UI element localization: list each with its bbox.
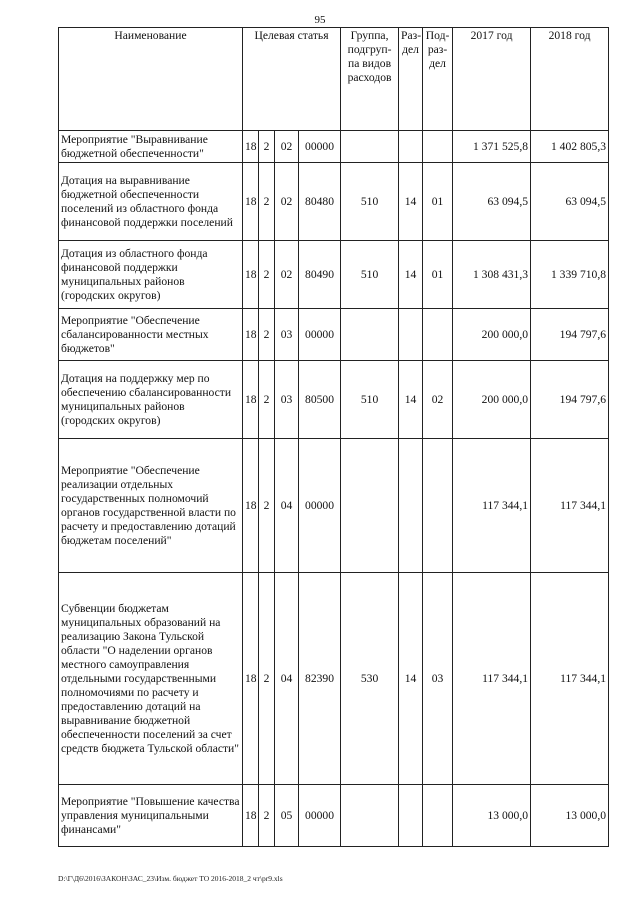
target-code-1: 18	[243, 361, 259, 439]
table-row	[59, 131, 609, 163]
target-code-2: 2	[259, 785, 275, 847]
amount-2018: 117 344,1	[531, 439, 609, 573]
header-section-line: дел	[402, 43, 419, 56]
target-code-4: 80480	[299, 163, 341, 241]
header-group-line: па видов	[347, 57, 392, 70]
subsection	[423, 309, 453, 361]
target-code-3: 02	[275, 163, 299, 241]
row-name: Дотация на выравнивание бюджетной обеспеченности поселений из областного фонда финансовой поддержки поселений	[59, 163, 243, 241]
target-code-1: 18	[243, 241, 259, 309]
target-code-2: 2	[259, 131, 275, 163]
target-code-1: 18	[243, 439, 259, 573]
budget-table	[58, 27, 609, 847]
section	[399, 309, 423, 361]
target-code-4: 00000	[299, 309, 341, 361]
row-name: Мероприятие "Обеспечение сбалансированности местных бюджетов"	[59, 309, 243, 361]
target-code-1: 18	[243, 163, 259, 241]
target-code-2: 2	[259, 309, 275, 361]
subsection	[423, 131, 453, 163]
table-row	[59, 573, 609, 785]
header-section-line: Раз-	[401, 29, 422, 42]
expense-group	[341, 131, 399, 163]
target-code-2: 2	[259, 573, 275, 785]
header-group-line: Группа,	[350, 29, 389, 42]
section	[399, 439, 423, 573]
subsection: 03	[423, 573, 453, 785]
target-code-1: 18	[243, 573, 259, 785]
amount-2017: 200 000,0	[453, 361, 531, 439]
amount-2017: 117 344,1	[453, 439, 531, 573]
target-code-1: 18	[243, 785, 259, 847]
section	[399, 131, 423, 163]
target-code-3: 04	[275, 439, 299, 573]
section: 14	[399, 573, 423, 785]
amount-2018: 194 797,6	[531, 309, 609, 361]
header-subsection-line: дел	[429, 57, 446, 70]
header-subsection	[423, 28, 453, 131]
header-name: Наименование	[59, 28, 243, 131]
header-group-line: подгруп-	[347, 43, 392, 56]
table-row	[59, 785, 609, 847]
subsection: 01	[423, 163, 453, 241]
target-code-3: 03	[275, 309, 299, 361]
amount-2018: 117 344,1	[531, 573, 609, 785]
header-subsection-line: раз-	[427, 43, 448, 56]
expense-group: 510	[341, 241, 399, 309]
expense-group	[341, 309, 399, 361]
header-subsection-line: Под-	[425, 29, 450, 42]
subsection: 01	[423, 241, 453, 309]
amount-2017: 1 308 431,3	[453, 241, 531, 309]
subsection	[423, 785, 453, 847]
section	[399, 785, 423, 847]
row-name: Дотация из областного фонда финансовой поддержки муниципальных районов (городских округов)	[59, 241, 243, 309]
subsection: 02	[423, 361, 453, 439]
amount-2017: 1 371 525,8	[453, 131, 531, 163]
amount-2018: 13 000,0	[531, 785, 609, 847]
table-row	[59, 163, 609, 241]
target-code-4: 82390	[299, 573, 341, 785]
amount-2017: 117 344,1	[453, 573, 531, 785]
header-row	[59, 28, 609, 131]
expense-group: 510	[341, 361, 399, 439]
row-name: Мероприятие "Обеспечение реализации отдельных государственных полномочий органов государственной власти по расчету и предоставлению дотаций бюджетам поселений"	[59, 439, 243, 573]
subsection	[423, 439, 453, 573]
amount-2018: 1 402 805,3	[531, 131, 609, 163]
table-row	[59, 309, 609, 361]
target-code-3: 04	[275, 573, 299, 785]
target-code-2: 2	[259, 439, 275, 573]
amount-2018: 1 339 710,8	[531, 241, 609, 309]
row-name: Дотация на поддержку мер по обеспечению сбалансированности муниципальных районов (городских округов)	[59, 361, 243, 439]
row-name: Мероприятие "Повышение качества управления муниципальными финансами"	[59, 785, 243, 847]
target-code-1: 18	[243, 309, 259, 361]
header-group-line: расходов	[347, 71, 392, 84]
header-2018: 2018 год	[531, 28, 609, 131]
file-path-footer: D:\Г\Д6\2016\ЗАКОН\ЗАС_23\Изм. бюджет ТО 2016-2018_2 чт\pr9.xls	[58, 874, 283, 883]
expense-group: 510	[341, 163, 399, 241]
header-group	[341, 28, 399, 131]
table-row	[59, 439, 609, 573]
table-row	[59, 361, 609, 439]
target-code-4: 80490	[299, 241, 341, 309]
target-code-2: 2	[259, 361, 275, 439]
section: 14	[399, 241, 423, 309]
section: 14	[399, 163, 423, 241]
target-code-4: 80500	[299, 361, 341, 439]
amount-2018: 63 094,5	[531, 163, 609, 241]
amount-2017: 13 000,0	[453, 785, 531, 847]
expense-group	[341, 439, 399, 573]
target-code-3: 02	[275, 131, 299, 163]
target-code-3: 03	[275, 361, 299, 439]
target-code-2: 2	[259, 163, 275, 241]
target-code-4: 00000	[299, 439, 341, 573]
expense-group: 530	[341, 573, 399, 785]
target-code-3: 02	[275, 241, 299, 309]
header-2017: 2017 год	[453, 28, 531, 131]
target-code-3: 05	[275, 785, 299, 847]
target-code-4: 00000	[299, 785, 341, 847]
amount-2017: 63 094,5	[453, 163, 531, 241]
row-name: Субвенции бюджетам муниципальных образований на реализацию Закона Тульской области "О наделении органов местного самоуправления отдельными государственными полномочиями по расчету и предоставлению дотаций на выравнивание бюджетной обеспеченности поселений за счет средств бюджета Тульской области"	[59, 573, 243, 785]
expense-group	[341, 785, 399, 847]
target-code-1: 18	[243, 131, 259, 163]
row-name: Мероприятие "Выравнивание бюджетной обеспеченности"	[59, 131, 243, 163]
header-section	[399, 28, 423, 131]
amount-2017: 200 000,0	[453, 309, 531, 361]
header-target: Целевая статья	[243, 28, 341, 131]
target-code-2: 2	[259, 241, 275, 309]
page-number: 95	[314, 14, 326, 26]
amount-2018: 194 797,6	[531, 361, 609, 439]
table-row	[59, 241, 609, 309]
target-code-4: 00000	[299, 131, 341, 163]
section: 14	[399, 361, 423, 439]
